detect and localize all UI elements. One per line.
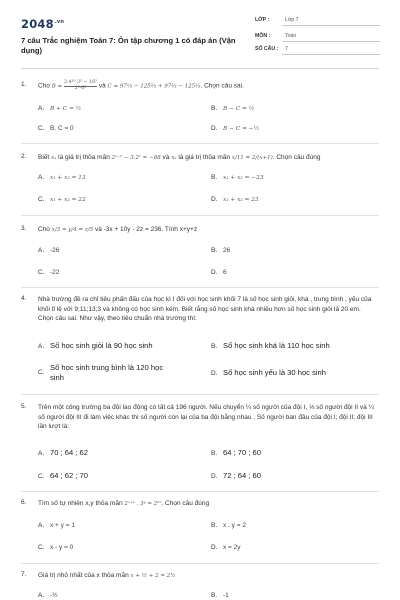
option-letter: C. [38, 125, 45, 132]
document-title: 7 câu Trắc nghiệm Toán 7: Ôn tập chương 1 có đáp án (Vận dụng) [21, 36, 236, 55]
formula-b-fraction [64, 81, 97, 91]
answer-option-3b[interactable] [211, 246, 230, 255]
question-text: Trên một công trường ba đội lao động có tất cả 196 người. Nếu chuyển ¼ số người của đội I, ⅓ số người đội II và ¼ số người đội III đi làm việc khác thì số người còn lại của ba đội bằng nhau . Số người ban đầu của đội I; đội II; đội III lần lượt là: [38, 404, 374, 430]
question-text [38, 499, 378, 510]
option-text: x = 2y [223, 544, 241, 551]
option-letter: D. [211, 196, 218, 203]
answer-option-7a[interactable] [38, 591, 58, 600]
option-text: 6 [223, 269, 227, 276]
answer-option-5d[interactable] [211, 471, 261, 481]
option-text: x₁ + x₂ = 23 [223, 197, 259, 203]
option-letter: C. [38, 196, 45, 203]
logo-text: 2048 [21, 17, 54, 31]
answer-option-1b[interactable] [211, 104, 254, 114]
option-letter: D. [211, 370, 218, 377]
question-text-part: . Chọn câu sai. [200, 82, 244, 90]
question-text [38, 153, 378, 164]
option-text: Số học sinh giỏi là 90 học sinh [50, 341, 153, 350]
answer-option-1a[interactable] [38, 104, 81, 114]
question-number: 2. [21, 153, 27, 160]
question-text-part: . Chọn câu đúng [161, 500, 210, 507]
fraction-denominator: 2⁵·6² [74, 85, 87, 91]
question-divider [21, 394, 379, 395]
option-letter: A. [38, 450, 45, 457]
formula-c: C = 97⅓ − 125⅔ + 97⅔ − 125⅓ [107, 83, 201, 90]
math-equation-1: 2ˣ⁻² − 3.2ˣ = −88 [111, 155, 161, 161]
question-text-part: Tìm số tự nhiên x,y thỏa mãn [38, 500, 123, 507]
option-text: 70 ; 64 ; 62 [50, 448, 88, 457]
option-text: B + C = ½ [50, 106, 82, 112]
meta-underline [282, 25, 380, 26]
meta-value: Lớp 7 [285, 17, 299, 23]
meta-value: 7 [285, 46, 288, 52]
answer-option-4a[interactable] [38, 341, 153, 351]
option-letter: A. [38, 522, 45, 529]
question-text: Nhà trường đề ra chỉ tiêu phấn đấu của học kì I đối với học sinh khối 7 là số học sinh giỏi, khá , trung bình , yếu của khối tỉ lệ với 9;11;13;3 và không có học sinh kém. Biết rằng số học sinh khá nhiều hơn số học sinh giỏi là 20 em. Chọn câu sai. Như vậy, theo tiêu chuẩn nhà trường thì: [38, 296, 372, 322]
option-text: x - y = 0 [50, 544, 74, 551]
answer-option-2c[interactable] [38, 195, 86, 205]
option-letter: A. [38, 592, 45, 599]
option-text: Số học sinh khá là 110 học sinh [223, 341, 330, 350]
question-text-part: và -3x + 10y - 2z = 236. Tính x+y+z [94, 226, 198, 233]
option-text: 72 ; 64 ; 60 [223, 471, 261, 480]
option-letter: B. [211, 174, 218, 181]
option-text: x . y = 2 [223, 522, 246, 529]
question-number: 7. [21, 571, 27, 578]
option-letter: C. [38, 269, 45, 276]
question-text-part: Giá trị nhỏ nhất của x thỏa mãn [38, 572, 129, 579]
question-text [38, 81, 378, 92]
answer-option-5b[interactable] [211, 448, 261, 458]
option-letter: D. [211, 544, 218, 551]
answer-option-5c[interactable] [38, 471, 88, 481]
option-text: -22 [50, 269, 60, 276]
site-logo[interactable] [21, 17, 64, 31]
question-divider [21, 215, 379, 216]
answer-option-2a[interactable] [38, 173, 86, 183]
answer-option-4c[interactable] [38, 363, 178, 383]
question-text-part: và [98, 82, 106, 90]
question-text-part: là giá trị thỏa mãn [178, 154, 230, 161]
answer-option-4b[interactable] [211, 341, 330, 351]
option-letter: C. [38, 544, 45, 551]
option-text: B − C = ½ [223, 106, 255, 112]
option-letter: B. [211, 247, 218, 254]
document-header [0, 0, 400, 72]
option-letter: B. [211, 343, 218, 350]
math-x2: x₂ [171, 155, 177, 161]
answer-option-5a[interactable] [38, 448, 88, 458]
question-number: 1. [21, 81, 27, 88]
meta-label: MÔN : [255, 33, 271, 39]
option-letter: D. [211, 473, 218, 480]
option-letter: C. [38, 369, 45, 376]
option-text: B. C = 0 [50, 125, 74, 132]
math-equation: x + ½ + 2 = 2½ [130, 573, 176, 579]
math-ratio: x/3 = y/4 = z/5 [51, 227, 94, 233]
question-text-part: Cho [38, 226, 50, 233]
option-text: -1 [223, 592, 229, 599]
question-text [38, 571, 378, 582]
question-text-part: Cho [38, 82, 50, 90]
option-letter: A. [38, 247, 45, 254]
question-text-part: . Chọn câu đúng [272, 154, 321, 161]
meta-subject [255, 30, 380, 42]
meta-grade [255, 14, 380, 26]
option-text: 64 ; 62 ; 70 [50, 471, 88, 480]
option-text: x₁ + x₂ = 13 [50, 175, 86, 181]
option-text: x₁ + x₂ = −23 [223, 175, 264, 181]
question-number: 3. [21, 225, 27, 232]
question-text-part: là giá trị thỏa mãn [58, 154, 110, 161]
option-letter: C. [38, 473, 45, 480]
question-text-part: và [162, 154, 170, 161]
option-letter: D. [211, 269, 218, 276]
answer-option-6c[interactable] [38, 543, 73, 552]
answer-option-4d[interactable] [211, 368, 326, 378]
answer-option-3c[interactable] [38, 268, 59, 277]
meta-label: SỐ CÂU : [255, 46, 279, 52]
answer-option-2b[interactable] [211, 173, 264, 183]
option-text: B − C = −½ [223, 126, 260, 132]
answer-option-6a[interactable] [38, 521, 75, 530]
formula-b-lhs: B = [51, 83, 63, 90]
fraction-numerator: 2.4¹⁰·3⁵ − 16⁵ [63, 80, 98, 85]
question-number: 4. [21, 295, 27, 302]
question-number: 5. [21, 403, 27, 410]
option-text: -26 [50, 247, 60, 254]
option-letter: A. [38, 174, 45, 181]
option-text: Số học sinh yếu là 30 học sinh [223, 368, 327, 377]
meta-value: Toán [285, 33, 297, 39]
meta-label: LỚP : [255, 17, 270, 23]
math-x1: x₁ [51, 155, 57, 161]
option-letter: D. [211, 125, 218, 132]
option-text: -½ [50, 592, 58, 599]
option-letter: B. [211, 105, 218, 112]
question-text-part: Biết [38, 154, 50, 161]
question-number: 6. [21, 499, 27, 506]
math-equation-2: x/11 = 2/(x+1) [231, 155, 273, 161]
option-text: x + y = 1 [50, 522, 75, 529]
answer-option-7b[interactable] [211, 591, 229, 600]
option-text: 64 ; 70 ; 60 [223, 448, 261, 457]
answer-option-2d[interactable] [211, 195, 259, 205]
answer-option-1c[interactable] [38, 124, 74, 133]
logo-suffix: .vn [54, 19, 65, 26]
question-divider [21, 287, 379, 288]
meta-underline [282, 54, 380, 55]
option-text: Số học sinh trung bình là 120 học sinh [50, 363, 164, 382]
option-letter: A. [38, 105, 45, 112]
option-letter: B. [211, 592, 218, 599]
option-letter: A. [38, 343, 45, 350]
question-divider [21, 491, 379, 492]
meta-question-count [255, 43, 380, 55]
answer-option-1d[interactable] [211, 124, 259, 134]
answer-option-6d[interactable] [211, 543, 241, 552]
option-text: 26 [223, 247, 231, 254]
math-equation: 2ˣ⁺¹ . 3ʸ = 2⁰ˣ [124, 501, 162, 507]
answer-option-3d[interactable] [211, 268, 227, 277]
header-divider [21, 68, 379, 69]
question-divider [21, 563, 379, 564]
question-divider [21, 143, 379, 144]
option-text: x₁ + x₂ = 22 [50, 197, 86, 203]
answer-option-6b[interactable] [211, 521, 246, 530]
meta-underline [282, 41, 380, 42]
answer-option-3a[interactable] [38, 246, 59, 255]
option-letter: B. [211, 522, 218, 529]
question-text [38, 225, 378, 236]
option-letter: B. [211, 450, 218, 457]
